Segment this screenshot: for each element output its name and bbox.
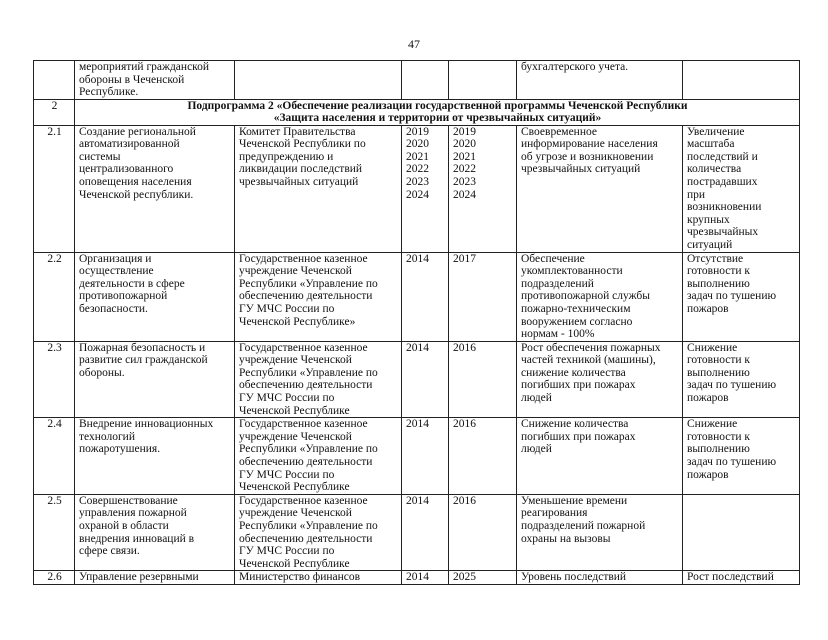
measure-name-cell [75, 494, 235, 571]
cell-line: пожарно-техническим [521, 302, 631, 315]
measure-name-cell [75, 571, 235, 585]
continuation-num-cell [34, 61, 75, 100]
continuation-end-cell [449, 61, 517, 100]
subprogram-row [34, 99, 800, 125]
cell-line: Уменьшение времени [521, 494, 628, 507]
continuation-row [34, 61, 800, 100]
row-number: 2.6 [34, 571, 75, 585]
cell-line: Увеличение [687, 125, 745, 138]
cell-line: ГУ МЧС России по [239, 392, 335, 405]
cell-line: учреждение Чеченской [239, 265, 352, 278]
result-cell [517, 571, 683, 585]
executor-cell [235, 125, 402, 252]
start-year-cell [402, 571, 449, 585]
cell-line: 2022 [406, 163, 429, 176]
cell-line: управления пожарной [79, 507, 187, 520]
consequence-cell [683, 418, 800, 495]
cell-line: Обеспечение [521, 252, 585, 265]
cell-line: Внедрение инновационных [79, 418, 214, 431]
cell-line: развитие сил гражданской [79, 354, 208, 367]
subprogram-number: 2 [34, 99, 75, 125]
consequence-cell [683, 571, 800, 585]
cell-line: Отсутствие [687, 252, 744, 265]
cell-line: 2020 [406, 138, 429, 151]
cell-line: 2024 [453, 188, 476, 201]
cell-line: ситуаций [687, 238, 733, 251]
result-cell [517, 494, 683, 571]
cell-line: чрезвычайных ситуаций [239, 175, 359, 188]
cell-line: Государственное казенное [239, 341, 368, 354]
cell-line: 2023 [406, 175, 429, 188]
cell-line: 2025 [453, 571, 476, 584]
cell-line: Государственное казенное [239, 494, 368, 507]
cell-line: Управление резервными [79, 571, 199, 584]
cell-line: 2016 [453, 418, 476, 431]
continuation-consequence-cell [683, 61, 800, 100]
cell-line: Рост обеспечения пожарных [521, 341, 661, 354]
cell-line: 2014 [406, 252, 429, 265]
cell-line: Рост последствий [687, 571, 774, 584]
cell-line: охраны на вызовы [521, 532, 611, 545]
cell-line: подразделений пожарной [521, 520, 646, 532]
page-number: 47 [408, 37, 420, 51]
cell-line: Республики «Управление по [239, 443, 378, 456]
cell-line: реагирования [521, 507, 588, 520]
cell-line: осуществление [79, 265, 154, 278]
cell-line: безопасности. [79, 302, 148, 315]
cell-line: ликвидации последствий [239, 163, 363, 176]
cell-line: пожаротушения. [79, 443, 161, 456]
cell-line: бухгалтерского учета. [521, 61, 629, 73]
cell-line: технологий [79, 430, 135, 443]
continuation-result-cell [517, 61, 683, 100]
cell-line: обеспечению деятельности [239, 290, 373, 303]
result-cell [517, 418, 683, 495]
cell-line: нормам - 100% [521, 328, 595, 341]
cell-line: 2017 [453, 252, 476, 265]
row-number: 2.3 [34, 341, 75, 418]
cell-line: задач по тушению [687, 379, 777, 392]
cell-line: деятельности в сфере [79, 277, 185, 290]
consequence-cell [683, 494, 800, 571]
result-cell [517, 252, 683, 341]
start-year-cell [402, 125, 449, 252]
executor-cell [235, 494, 402, 571]
cell-line: Пожарная безопасность и [79, 341, 206, 354]
result-cell [517, 125, 683, 252]
continuation-start-cell [402, 61, 449, 100]
cell-line: Снижение [687, 418, 738, 431]
table-row [34, 125, 800, 252]
table-row [34, 252, 800, 341]
cell-line: Государственное казенное [239, 418, 368, 431]
cell-line: оповещения населения [79, 175, 192, 188]
cell-line: Государственное казенное [239, 252, 368, 265]
cell-line: 2016 [453, 341, 476, 354]
end-year-cell [449, 125, 517, 252]
row-number: 2.1 [34, 125, 75, 252]
cell-line: противопожарной службы [521, 290, 650, 303]
cell-line: Своевременное [521, 125, 597, 138]
consequence-cell [683, 125, 800, 252]
cell-line: готовности к [687, 354, 751, 367]
cell-line: Министерство финансов [239, 571, 361, 584]
consequence-cell [683, 252, 800, 341]
cell-line: Комитет Правительства [239, 125, 356, 138]
cell-line: Снижение [687, 341, 738, 354]
continuation-name-cell [75, 61, 235, 100]
cell-line: пострадавших [687, 175, 758, 188]
cell-line: Республики «Управление по [239, 366, 378, 379]
cell-line: крупных [687, 213, 730, 226]
cell-line: задач по тушению [687, 456, 777, 469]
end-year-cell [449, 341, 517, 418]
cell-line: вооружением согласно [521, 315, 633, 328]
cell-line: количества [687, 163, 742, 176]
cell-line: Совершенствование [79, 494, 178, 507]
cell-line: чрезвычайных [687, 226, 759, 239]
cell-line: 2023 [453, 175, 476, 188]
cell-line: 2016 [453, 494, 476, 507]
cell-line: обороны в Чеченской [79, 73, 185, 86]
cell-line: обеспечению деятельности [239, 379, 373, 392]
cell-line: выполнению [687, 277, 750, 290]
cell-line: 2014 [406, 494, 429, 507]
cell-line: 2014 [406, 341, 429, 354]
cell-line: 2014 [406, 418, 429, 431]
end-year-cell [449, 494, 517, 571]
cell-line: задач по тушению [687, 290, 777, 303]
cell-line: погибших при пожарах [521, 430, 636, 443]
subprogram-title [75, 99, 800, 125]
cell-line: Республике. [79, 86, 139, 99]
cell-line: сфере связи. [79, 545, 140, 558]
cell-line: выполнению [687, 443, 750, 456]
cell-line: Чеченской Республики по [239, 138, 366, 151]
cell-line: 2024 [406, 188, 429, 201]
cell-line: погибших при пожарах [521, 379, 636, 392]
end-year-cell [449, 418, 517, 495]
cell-line: 2022 [453, 163, 476, 176]
end-year-cell [449, 252, 517, 341]
cell-line: системы [79, 150, 121, 163]
start-year-cell [402, 252, 449, 341]
cell-line: 2021 [453, 150, 476, 163]
executor-cell [235, 418, 402, 495]
cell-line: об угрозе и возникновении [521, 150, 654, 163]
cell-line: Чеченской Республике» [239, 315, 356, 328]
cell-line: выполнению [687, 366, 750, 379]
cell-line: при [687, 188, 706, 201]
cell-line: Снижение количества [521, 418, 629, 431]
table-row [34, 571, 800, 585]
cell-line: Республики «Управление по [239, 277, 378, 290]
executor-cell [235, 341, 402, 418]
consequence-cell [683, 341, 800, 418]
cell-line: чрезвычайных ситуаций [521, 163, 641, 176]
row-number: 2.4 [34, 418, 75, 495]
cell-line: укомплектованности [521, 265, 623, 278]
row-number: 2.5 [34, 494, 75, 571]
cell-line: информирование населения [521, 138, 658, 151]
cell-line: готовности к [687, 430, 751, 443]
cell-line: Чеченской Республике [239, 481, 350, 494]
start-year-cell [402, 418, 449, 495]
cell-line: Чеченской Республике [239, 404, 350, 417]
cell-line: масштаба [687, 138, 735, 151]
cell-line: обороны. [79, 366, 125, 379]
cell-line: внедрения инноваций в [79, 532, 195, 545]
cell-line: учреждение Чеченской [239, 354, 352, 367]
cell-line: снижение количества [521, 366, 626, 379]
cell-line: учреждение Чеченской [239, 507, 352, 520]
row-number: 2.2 [34, 252, 75, 341]
continuation-executor-cell [235, 61, 402, 100]
cell-line: последствий и [687, 150, 758, 163]
cell-line: ГУ МЧС России по [239, 302, 335, 315]
cell-line: 2014 [406, 571, 429, 584]
cell-line: 2020 [453, 138, 476, 151]
measure-name-cell [75, 341, 235, 418]
measure-name-cell [75, 252, 235, 341]
cell-line: Уровень последствий [521, 571, 627, 584]
table-row [34, 341, 800, 418]
table-row [34, 494, 800, 571]
table-row [34, 418, 800, 495]
cell-line: 2019 [406, 125, 429, 138]
cell-line: охраной в области [79, 520, 169, 532]
cell-line: предупреждению и [239, 150, 334, 163]
cell-line: ГУ МЧС России по [239, 468, 335, 481]
cell-line: подразделений [521, 277, 594, 290]
cell-line: пожаров [687, 468, 729, 481]
cell-line: людей [521, 443, 552, 456]
cell-line: Чеченской республики. [79, 188, 194, 201]
start-year-cell [402, 341, 449, 418]
cell-line: Создание региональной [79, 125, 196, 138]
cell-line: готовности к [687, 265, 751, 278]
cell-line: обеспечению деятельности [239, 456, 373, 469]
cell-line: обеспечению деятельности [239, 532, 373, 545]
cell-line: учреждение Чеченской [239, 430, 352, 443]
cell-line: автоматизированной [79, 138, 180, 151]
executor-cell [235, 571, 402, 585]
executor-cell [235, 252, 402, 341]
cell-line: 2021 [406, 150, 429, 163]
start-year-cell [402, 494, 449, 571]
measure-name-cell [75, 125, 235, 252]
cell-line: частей техникой (машины), [521, 354, 656, 367]
cell-line: 2019 [453, 125, 476, 138]
cell-line: Чеченской Республике [239, 557, 350, 570]
cell-line: Организация и [79, 252, 152, 265]
cell-line: ГУ МЧС России по [239, 545, 335, 558]
cell-line: Республики «Управление по [239, 520, 378, 532]
cell-line: мероприятий гражданской [79, 61, 210, 73]
cell-line: пожаров [687, 392, 729, 405]
cell-line: пожаров [687, 302, 729, 315]
result-cell [517, 341, 683, 418]
subprogram-title-line: Подпрограмма 2 «Обеспечение реализации государственной программы Чеченской Республики [187, 99, 688, 112]
cell-line: возникновении [687, 201, 762, 214]
measure-name-cell [75, 418, 235, 495]
cell-line: людей [521, 392, 552, 405]
end-year-cell [449, 571, 517, 585]
measures-table [33, 60, 800, 585]
subprogram-title-line: «Защита населения и территории от чрезвычайных ситуаций» [273, 112, 602, 125]
cell-line: централизованного [79, 163, 174, 176]
cell-line: противопожарной [79, 290, 168, 303]
